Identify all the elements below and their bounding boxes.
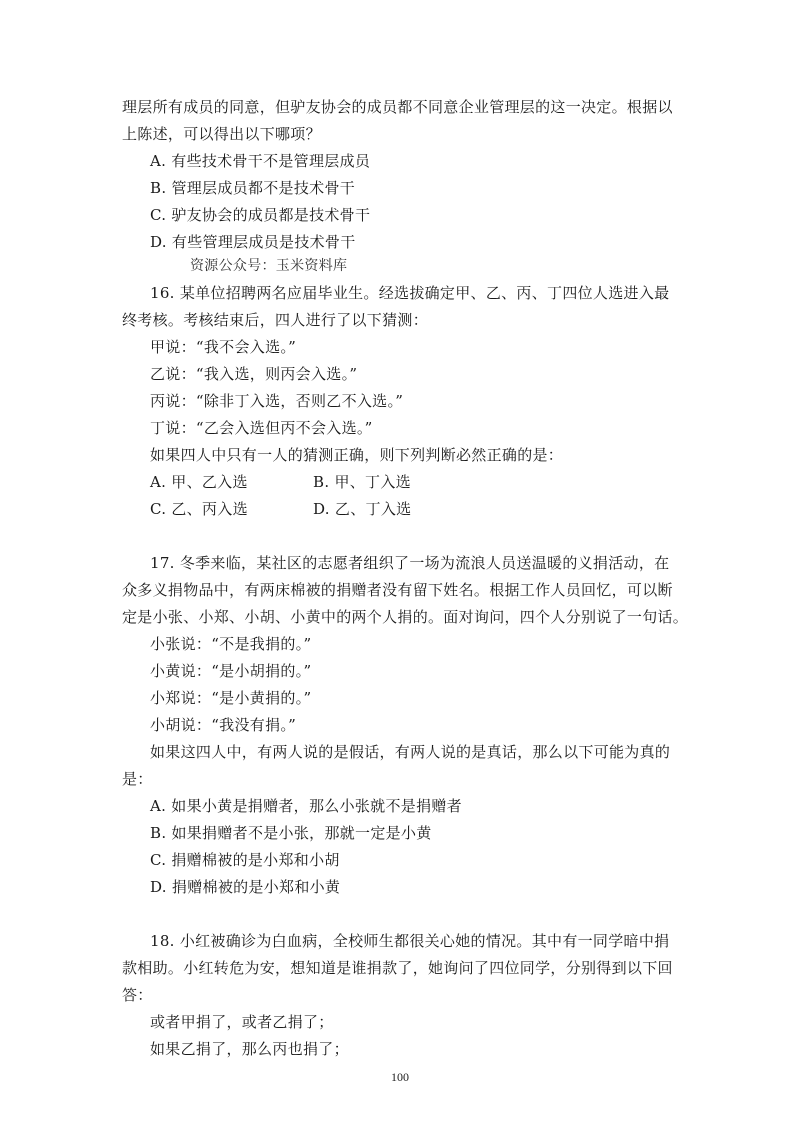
q15-option-b: B. 管理层成员都不是技术骨干 [150, 179, 356, 197]
q15-stem-line-1: 理层所有成员的同意，但驴友协会的成员都不同意企业管理层的这一决定。根据以 [122, 98, 673, 116]
q17-statement-huang: 小黄说：“是小胡捐的。” [150, 662, 312, 680]
q17-stem-line-1: 17. 冬季来临，某社区的志愿者组织了一场为流浪人员送温暖的义捐活动，在 [150, 554, 670, 572]
q16-stem-line-1: 16. 某单位招聘两名应届毕业生。经选拔确定甲、乙、丙、丁四位人选进入最 [150, 284, 670, 302]
q16-statement-yi: 乙说：“我入选，则丙会入选。” [150, 365, 358, 383]
q16-statement-bing: 丙说：“除非丁入选，否则乙不入选。” [150, 392, 404, 410]
q18-answer-2: 如果乙捐了，那么丙也捐了； [150, 1040, 349, 1058]
q18-stem-line-3: 答： [122, 986, 153, 1004]
q18-stem-line-2: 款相助。小红转危为安，想知道是谁捐款了，她询问了四位同学，分别得到以下回 [122, 959, 673, 977]
q18-answer-1: 或者甲捐了，或者乙捐了； [150, 1013, 334, 1031]
q17-stem-line-2: 众多义捐物品中，有两床棉被的捐赠者没有留下姓名。根据工作人员回忆，可以断 [122, 581, 673, 599]
q15-option-a: A. 有些技术骨干不是管理层成员 [150, 152, 371, 170]
q17-option-b: B. 如果捐赠者不是小张，那就一定是小黄 [150, 824, 432, 842]
q18-stem-line-1: 18. 小红被确诊为白血病，全校师生都很关心她的情况。其中有一同学暗中捐 [150, 932, 670, 950]
q17-option-d: D. 捐赠棉被的是小郑和小黄 [150, 878, 341, 896]
q15-stem-line-2: 上陈述，可以得出以下哪项？ [122, 125, 321, 143]
q16-question: 如果四人中只有一人的猜测正确，则下列判断必然正确的是： [150, 446, 564, 464]
page-number: 100 [391, 1070, 409, 1084]
q16-option-a: A. 甲、乙入选 [150, 473, 248, 491]
q17-statement-zhang: 小张说：“不是我捐的。” [150, 635, 312, 653]
q16-option-c: C. 乙、丙入选 [150, 500, 248, 518]
q17-question-line-2: 是： [122, 770, 153, 788]
q17-stem-line-3: 定是小张、小郑、小胡、小黄中的两个人捐的。面对询问，四个人分别说了一句话。 [122, 608, 689, 626]
q17-statement-hu: 小胡说：“我没有捐。” [150, 716, 297, 734]
q16-option-d: D. 乙、丁入选 [313, 500, 412, 518]
q17-option-c: C. 捐赠棉被的是小郑和小胡 [150, 851, 340, 869]
q16-statement-ding: 丁说：“乙会入选但丙不会入选。” [150, 419, 373, 437]
q15-option-d: D. 有些管理层成员是技术骨干 [150, 233, 356, 251]
q17-question-line-1: 如果这四人中，有两人说的是假话，有两人说的是真话，那么以下可能为真的 [150, 743, 671, 761]
q15-option-c: C. 驴友协会的成员都是技术骨干 [150, 206, 371, 224]
q16-stem-line-2: 终考核。考核结束后，四人进行了以下猜测： [122, 311, 429, 329]
q17-statement-zheng: 小郑说：“是小黄捐的。” [150, 689, 312, 707]
q17-option-a: A. 如果小黄是捐赠者，那么小张就不是捐赠者 [150, 797, 462, 815]
watermark-text: 资源公众号：玉米资料库 [190, 258, 348, 274]
q16-statement-jia: 甲说：“我不会入选。” [150, 338, 297, 356]
q16-option-b: B. 甲、丁入选 [313, 473, 411, 491]
